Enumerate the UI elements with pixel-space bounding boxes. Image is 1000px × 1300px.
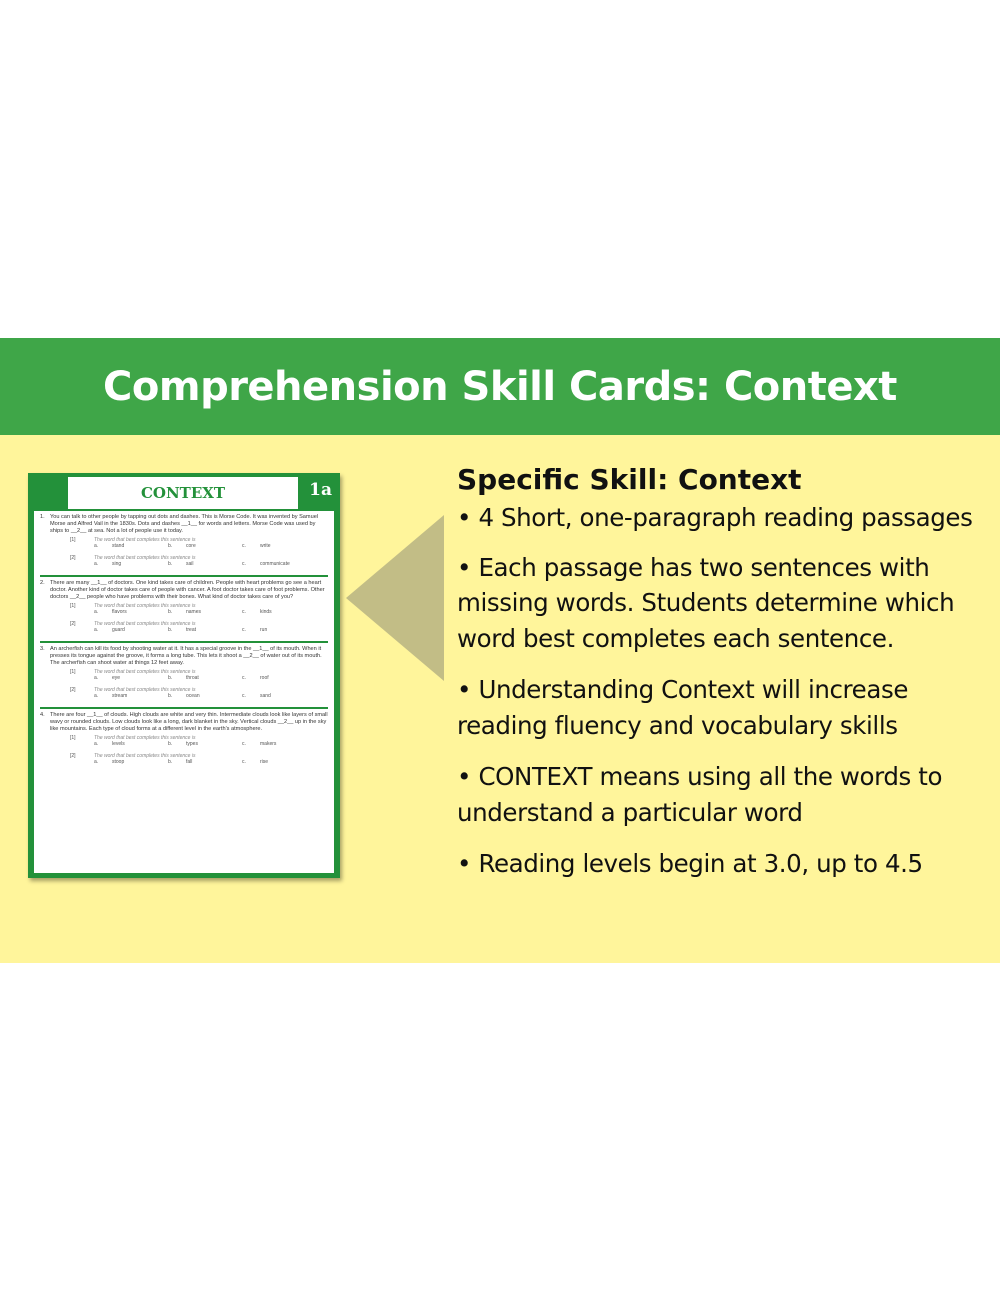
card-title-bar xyxy=(68,477,298,509)
answer-choice-row xyxy=(40,621,328,637)
card-question xyxy=(34,577,334,639)
answer-choice-row xyxy=(40,669,328,685)
choice-tag: [2] xyxy=(70,753,76,759)
option-letter: b. xyxy=(168,543,173,549)
page-title: Comprehension Skill Cards: Context xyxy=(103,363,897,410)
option-word: rise xyxy=(260,759,269,765)
answer-choice-row xyxy=(40,537,328,553)
choice-tag: [1] xyxy=(70,669,76,675)
option-letter: a. xyxy=(94,627,99,633)
option-letter: b. xyxy=(168,627,173,633)
option-word: communicate xyxy=(260,561,290,567)
option-letter: b. xyxy=(168,609,173,615)
option-word: stoop xyxy=(112,759,125,765)
question-number: 2. xyxy=(40,580,45,586)
option-letter: b. xyxy=(168,759,173,765)
option-letter: a. xyxy=(94,543,99,549)
option-letter: a. xyxy=(94,741,99,747)
answer-choice-row xyxy=(40,555,328,571)
option-word: sand xyxy=(260,693,271,699)
option-letter: b. xyxy=(168,693,173,699)
option-word: fall xyxy=(186,759,193,765)
card-title: CONTEXT xyxy=(140,484,226,502)
option-word: guard xyxy=(112,627,125,633)
option-word: sail xyxy=(186,561,194,567)
option-word: treat xyxy=(186,627,197,633)
bullet-missing-words: • Each passage has two sentences with missing words. Students determine which word best completes each sentence. xyxy=(457,552,955,653)
skill-card-image xyxy=(28,473,340,878)
option-letter: c. xyxy=(242,741,246,747)
option-word: names xyxy=(186,609,202,615)
choice-prompt: The word that best completes this sentence is xyxy=(94,687,196,693)
answer-choice-row xyxy=(40,603,328,619)
option-word: levels xyxy=(112,741,125,747)
option-letter: b. xyxy=(168,675,173,681)
option-word: core xyxy=(186,543,196,549)
question-number: 3. xyxy=(40,646,45,652)
option-word: stream xyxy=(112,693,128,699)
option-word: run xyxy=(260,627,268,633)
choice-tag: [2] xyxy=(70,687,76,693)
choice-tag: [2] xyxy=(70,621,76,627)
option-letter: c. xyxy=(242,627,246,633)
choice-tag: [1] xyxy=(70,735,76,741)
choice-prompt: The word that best completes this sentence is xyxy=(94,603,196,609)
option-word: flavors xyxy=(112,609,127,615)
option-letter: a. xyxy=(94,675,99,681)
choice-prompt: The word that best completes this sentence is xyxy=(94,555,196,561)
option-word: throat xyxy=(186,675,199,681)
bullet-reading-levels: • Reading levels begin at 3.0, up to 4.5 xyxy=(457,849,923,878)
option-letter: c. xyxy=(242,609,246,615)
option-word: stand xyxy=(112,543,125,549)
option-word: makers xyxy=(260,741,277,747)
option-letter: a. xyxy=(94,609,99,615)
answer-choice-row xyxy=(40,687,328,703)
option-word: sing xyxy=(112,561,122,567)
question-number: 1. xyxy=(40,514,45,520)
card-question xyxy=(34,643,334,705)
option-letter: b. xyxy=(168,741,173,747)
question-passage: You can talk to other people by tapping out dots and dashes. This is Morse Code. It was invented by Samuel Morse and Alfred Vail in the 1830s. Dots and dashes __1__ for words and letters. Morse Code was used by ships to __2__ at sea. Not a lot of people use it today. xyxy=(50,514,319,534)
option-word: types xyxy=(186,741,198,747)
option-letter: a. xyxy=(94,759,99,765)
option-letter: c. xyxy=(242,759,246,765)
option-letter: c. xyxy=(242,693,246,699)
choice-tag: [2] xyxy=(70,555,76,561)
option-word: ocean xyxy=(186,693,200,699)
skill-description xyxy=(457,463,987,898)
choice-prompt: The word that best completes this sentence is xyxy=(94,537,196,543)
choice-prompt: The word that best completes this sentence is xyxy=(94,621,196,627)
option-letter: a. xyxy=(94,693,99,699)
option-word: kinds xyxy=(260,609,272,615)
question-passage: There are four __1__ of clouds. High clouds are white and very thin. Intermediate clouds look like layers of small wavy or rounded clouds. Low clouds look like a long, dark blanket in the sky. Vertical clouds __2__ up in the sky like mountains. Each type of cloud forms at a different level in the earth's atmosphere. xyxy=(50,712,328,732)
answer-choice-row xyxy=(40,735,328,751)
choice-tag: [1] xyxy=(70,537,76,543)
option-word: eye xyxy=(112,675,121,681)
bullet-context-meaning: • CONTEXT means using all the words to understand a particular word xyxy=(457,762,943,827)
option-letter: a. xyxy=(94,561,99,567)
option-word: write xyxy=(260,543,271,549)
pointer-arrow-icon xyxy=(346,515,444,681)
choice-prompt: The word that best completes this sentence is xyxy=(94,669,196,675)
bullet-fluency: • Understanding Context will increase reading fluency and vocabulary skills xyxy=(457,675,909,740)
question-passage: An archerfish can kill its food by shooting water at it. It has a special groove in the __1__ of its mouth. When it presses its tongue against the groove, it forms a long tube. This lets it shoot a __2__ of water out of its mouth. The archerfish can shoot water at things 12 feet away. xyxy=(50,646,322,666)
option-letter: c. xyxy=(242,561,246,567)
option-letter: b. xyxy=(168,561,173,567)
card-question xyxy=(34,709,334,771)
card-question xyxy=(34,511,334,573)
choice-prompt: The word that best completes this sentence is xyxy=(94,735,196,741)
skill-heading: Specific Skill: Context xyxy=(457,463,802,496)
title-banner xyxy=(0,338,1000,435)
choice-prompt: The word that best completes this sentence is xyxy=(94,753,196,759)
card-sheet xyxy=(34,511,334,873)
bullet-passages: • 4 Short, one-paragraph reading passages xyxy=(457,503,973,532)
card-number: 1a xyxy=(309,480,332,500)
question-passage: There are many __1__ of doctors. One kind takes care of children. People with heart problems go see a heart doctor. Another kind of doctor takes care of people with cancer. A foot doctor takes care of foot problems. Other doctors __2__ people who have problems with their bones. What kind of doctor takes care of you? xyxy=(50,580,325,600)
answer-choice-row xyxy=(40,753,328,769)
question-number: 4. xyxy=(40,712,45,718)
option-letter: c. xyxy=(242,543,246,549)
option-word: roof xyxy=(260,675,269,681)
choice-tag: [1] xyxy=(70,603,76,609)
option-letter: c. xyxy=(242,675,246,681)
